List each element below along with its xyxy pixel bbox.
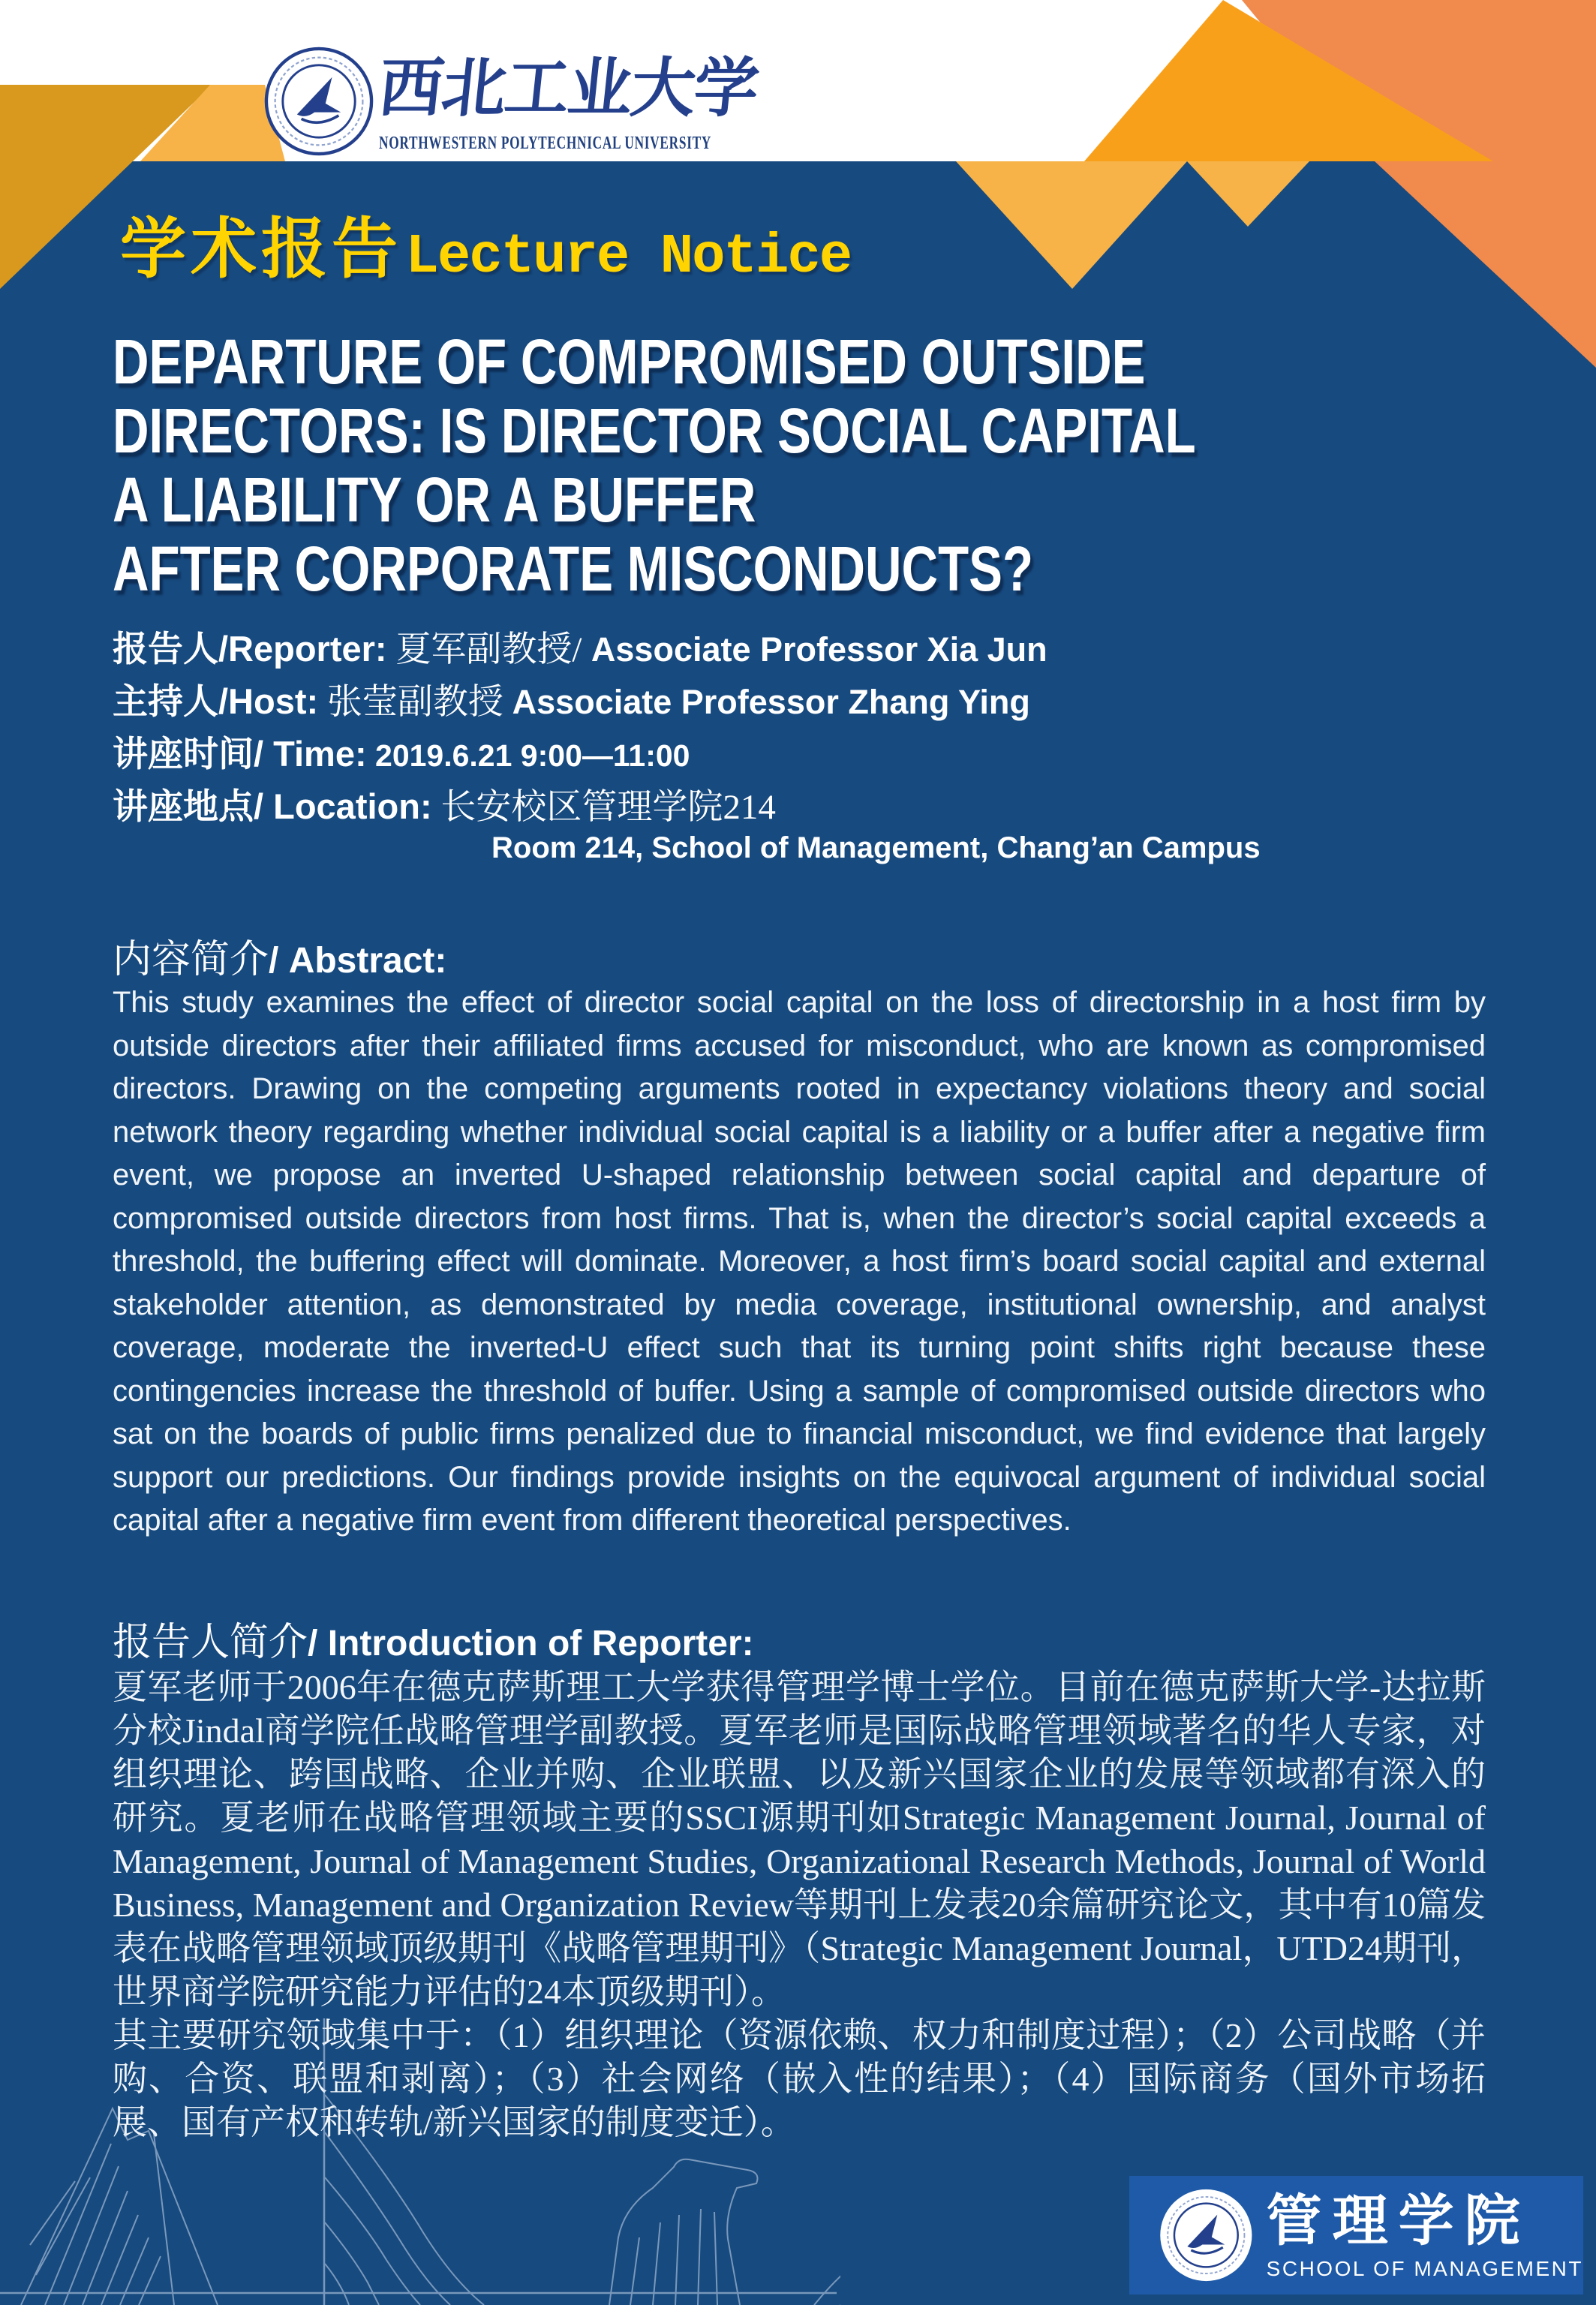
sketch-camel-rock: [609, 2159, 758, 2305]
school-name-en: SCHOOL OF MANAGEMENT: [1266, 2257, 1583, 2280]
university-name-en: NORTHWESTERN POLYTECHNICAL UNIVERSITY: [379, 134, 712, 153]
school-name-zh: 管理学院: [1266, 2189, 1531, 2253]
intro-heading-en: / Introduction of Reporter:: [308, 1624, 754, 1663]
school-name: [1267, 2189, 1583, 2281]
sketch-sail-building: [324, 2018, 484, 2305]
info-row-time: [113, 726, 1047, 779]
room-line: Room 214, School of Management, Chang’an Campus: [491, 831, 1261, 864]
info-row-location: [113, 779, 1047, 831]
time-value: 2019.6.21 9:00—11:00: [366, 738, 690, 773]
host-label: 主持人/Host:: [113, 681, 319, 721]
abstract-heading-zh: 内容简介: [113, 939, 269, 981]
title-line-4: AFTER CORPORATE MISCONDUCTS?: [113, 533, 1033, 604]
skyline-sketch: [0, 1990, 840, 2305]
school-of-management-box: [1129, 2176, 1583, 2294]
location-value-zh: 长安校区管理学院214: [431, 788, 776, 827]
sketch-tower: [21, 2108, 218, 2305]
hanging-triangle-small: [1187, 161, 1309, 227]
info-row-reporter: [113, 621, 1047, 674]
info-block: [113, 621, 1047, 831]
info-row-host: [113, 674, 1047, 726]
abstract-heading: [113, 927, 446, 984]
hanging-triangle-large: [956, 161, 1187, 289]
intro-heading-zh: 报告人简介: [113, 1621, 308, 1664]
intro-heading: [113, 1610, 754, 1666]
banner-zh: 学术报告: [120, 212, 403, 286]
title-line-2: DIRECTORS: IS DIRECTOR SOCIAL CAPITAL: [113, 395, 1196, 466]
intro-para-2: 其主要研究领域集中于：（1）组织理论（资源依赖、权力和制度过程）；（2）公司战略（并购、合资、联盟和剥离）；（3）社会网络（嵌入性的结果）；（4）国际商务（国外市场拓展、国有产权和转轨/新兴国家的制度变迁）。: [113, 2016, 1486, 2141]
reporter-value-zh: 夏军副教授/: [386, 630, 582, 669]
abstract-body: This study examines the effect of director social capital on the loss of directorship in a host firm by outside directors after their affiliated firms accused for misconduct, who are known as compromised directors. Drawing on the competing arguments rooted in expectancy violations theory and social network theory regarding whether individual social capital is a liability or a buffer after a negative firm event, we propose an inverted U-shaped relationship between social capital and departure of compromised outside directors from host firms. That is, when the director’s social capital exceeds a threshold, the buffering effect will dominate. Moreover, a host firm’s board social capital and external stakeholder attention, as demonstrated by media coverage, institutional ownership, and analyst coverage, moderate the inverted-U effect such that its turning point shifts right because these contingencies increase the threshold of buffer. Using a sample of compromised outside directors who sat on the boards of public firms penalized due to financial misconduct, we find evidence that largely support our predictions. Our findings provide insights on the equivocal argument of individual social capital after a negative firm event from different theoretical perspectives.: [113, 986, 1486, 1537]
university-name-calligraphy: 西北工业大学: [374, 50, 762, 126]
title-line-3: A LIABILITY OR A BUFFER: [113, 464, 756, 535]
abstract-heading-en: / Abstract:: [269, 941, 447, 981]
time-label: 讲座时间/ Time:: [113, 734, 367, 774]
intro-para-1: 夏军老师于2006年在德克萨斯理工大学获得管理学博士学位。目前在德克萨斯大学-达拉斯分校Jindal商学院任战略管理学副教授。夏军老师是国际战略管理领域著名的华人专家，对组织理论、跨国战略、企业并购、企业联盟、以及新兴国家企业的发展等领域都有深入的研究。夏老师在战略管理领域主要的SSCI源期刊如Strategic Management Journal, Journal of Management, Journal of Management Studies, Organizational Research Methods, Journal of World Business, Management and Organization Review等期刊上发表20余篇研究论文，其中有10篇发表在战略管理领域顶级期刊《战略管理期刊》（Strategic Management Journal，UTD24期刊，世界商学院研究能力评估的24本顶级期刊）。: [113, 1668, 1486, 2011]
university-seal-icon: [264, 47, 374, 156]
school-seal-icon: [1159, 2185, 1253, 2285]
banner-lecture-notice: [120, 197, 851, 291]
reporter-label: 报告人/Reporter:: [113, 629, 387, 669]
location-label: 讲座地点/ Location:: [113, 786, 432, 826]
banner-en: Lecture Notice: [405, 226, 852, 289]
title-line-1: DEPARTURE OF COMPROMISED OUTSIDE: [113, 326, 1146, 397]
sketch-mound: [814, 2216, 840, 2305]
host-value-en: Associate Professor Zhang Ying: [512, 683, 1030, 721]
lecture-title: [113, 327, 1467, 603]
host-value-zh: 张莹副教授: [318, 683, 512, 722]
reporter-value-en: Associate Professor Xia Jun: [582, 630, 1047, 669]
